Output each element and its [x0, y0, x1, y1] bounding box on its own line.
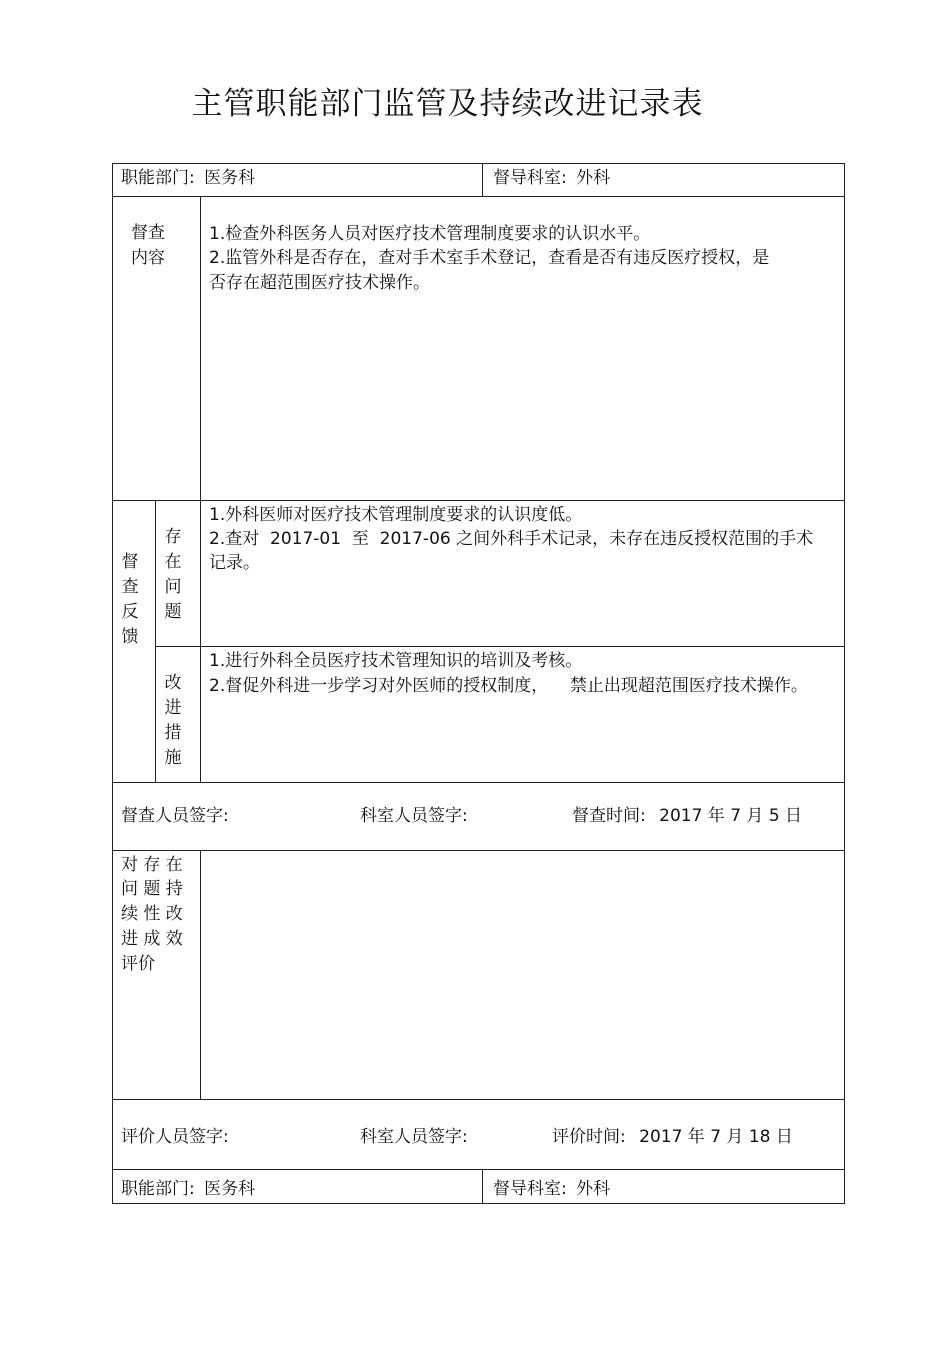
inspection-time-label: 督查时间:: [572, 806, 646, 826]
inspection-label-1: 督查: [131, 223, 165, 243]
evaluation-time-value: 2017 年 7 月 18 日: [639, 1127, 793, 1147]
evaluation-label-line: 评价: [121, 954, 155, 974]
feedback-label: 督查反馈: [121, 552, 139, 647]
header-dept-label: 职能部门:: [121, 168, 195, 188]
measure-item-1: 1.进行外科全员医疗技术管理知识的培训及考核。: [209, 651, 583, 671]
evaluation-label-line: 进 成 效: [121, 929, 183, 949]
problem-item-3: 记录。: [209, 553, 260, 573]
inspection-time: [572, 804, 802, 829]
measures-label: 改进措施: [164, 673, 182, 768]
evaluation-time-label: 评价时间:: [552, 1127, 626, 1147]
evaluation-label-line: 问 题 持: [121, 879, 183, 899]
inspector-signature-label: 督查人员签字:: [121, 806, 229, 826]
problem-item-2: 2.查对 2017-01 至 2017-06 之间外科手术记录，未存在违反授权范围的手术: [209, 529, 814, 549]
evaluation-time: [552, 1125, 793, 1150]
inspection-item-3: 否存在超范围医疗技术操作。: [209, 273, 430, 293]
evaluator-signature-label: 评价人员签字:: [121, 1127, 229, 1147]
dept-staff-signature-label: 科室人员签字:: [360, 806, 468, 826]
inspection-label-2: 内容: [131, 248, 165, 268]
evaluation-content[interactable]: [209, 856, 837, 1094]
header-dept: [121, 166, 255, 191]
problem-item-1: 1.外科医师对医疗技术管理制度要求的认识度低。: [209, 505, 583, 525]
header-supervised-value: 外科: [576, 168, 611, 188]
dept-staff-signature-label-2: 科室人员签字:: [360, 1127, 468, 1147]
measure-item-2: 2.督促外科进一步学习对外医师的授权制度， 禁止出现超范围医疗技术操作。: [209, 676, 808, 696]
inspection-item-1: 1.检查外科医务人员对医疗技术管理制度要求的认识水平。: [209, 224, 651, 244]
inspection-item-2: 2.监管外科是否存在，查对手术室手术登记，查看是否有违反医疗授权，是: [209, 248, 770, 268]
footer-dept-label: 职能部门:: [121, 1179, 195, 1199]
header-supervised: [493, 166, 610, 191]
evaluation-label-line: 续 性 改: [121, 904, 183, 924]
header-dept-value: 医务科: [204, 168, 256, 188]
footer-dept: [121, 1177, 255, 1202]
footer-supervised-label: 督导科室:: [493, 1179, 567, 1199]
page-title: 主管职能部门监管及持续改进记录表: [191, 86, 704, 122]
footer-dept-value: 医务科: [204, 1179, 256, 1199]
evaluation-label-line: 对 存 在: [121, 855, 183, 875]
footer-supervised-value: 外科: [576, 1179, 611, 1199]
inspection-time-value: 2017 年 7 月 5 日: [659, 806, 803, 826]
footer-supervised: [493, 1177, 610, 1202]
header-supervised-label: 督导科室:: [493, 168, 567, 188]
problems-label: 存在问题: [164, 527, 182, 622]
